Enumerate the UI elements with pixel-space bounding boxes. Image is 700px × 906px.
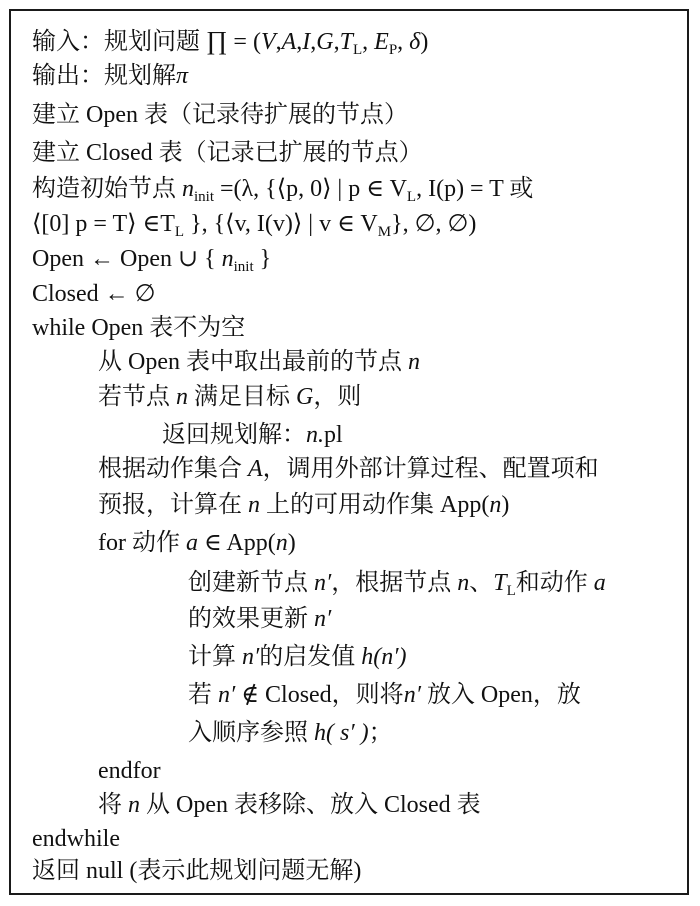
new-node-line-2: 的效果更新 n′ [188,606,332,632]
return-null-line: 返回 null (表示此规划问题无解) [32,858,362,884]
init-node-line-1: 构造初始节点 $n_{init} =(\lambda$, {⟨p, 0⟩ | p ∈ $V_L$, I(p) = T 或 [32,176,534,205]
new-node-line-1: 创建新节点 n′，根据节点 n、$T_L$和动作 a [188,570,606,599]
output-line [32,61,188,91]
if-goal-line: 若节点 n 满足目标 G，则 [98,384,362,410]
for-line: for 动作 a ∈ App(n) [98,530,296,556]
endfor-line: endfor [98,758,161,784]
output-symbol: π [176,63,189,89]
endwhile-line: endwhile [32,826,120,852]
take-node-line: 从 Open 表中取出最前的节点 n [98,349,420,375]
create-closed-line: 建立 Closed 表（记录已扩展的节点） [32,140,423,166]
if-closed-line: 若 n′ ∉ Closed，则将n′ 放入 Open，放 [188,682,581,708]
closed-assign-line: Closed ← ∅ [32,281,156,307]
compute-app-line-2: 预报，计算在 n 上的可用动作集 App(n) [98,492,510,518]
calc-h-line: 计算 n′的启发值 h(n′) [188,644,407,670]
init-node-line-2: ⟨[0] p = T⟩ $\in T_L$ }, {⟨v, I(v)⟩ | v ∈ $V_M$}, ∅, ∅) [32,211,477,240]
input-line: 输入：规划问题 ∏ = ($V,A,I,G,T_L$, $E_P$, δ) [32,26,429,58]
output-label: 输出：规划解 [32,63,176,89]
move-node-line: 将 n 从 Open 表移除、放入 Closed 表 [98,792,481,818]
create-open-line: 建立 Open 表（记录待扩展的节点） [32,102,408,128]
input-label: 输入：规划问题 [32,29,200,55]
order-line: 入顺序参照 h( s′ )； [188,720,393,746]
compute-app-line-1: 根据动作集合 A，调用外部计算过程、配置项和 [98,456,599,482]
open-assign-line: Open ← Open ∪ { $n_{init}$ } [32,246,272,275]
problem-symbol: ∏ [206,26,228,55]
while-line: while Open 表不为空 [32,315,246,341]
return-plan-line: 返回规划解：n.pl [162,422,343,448]
